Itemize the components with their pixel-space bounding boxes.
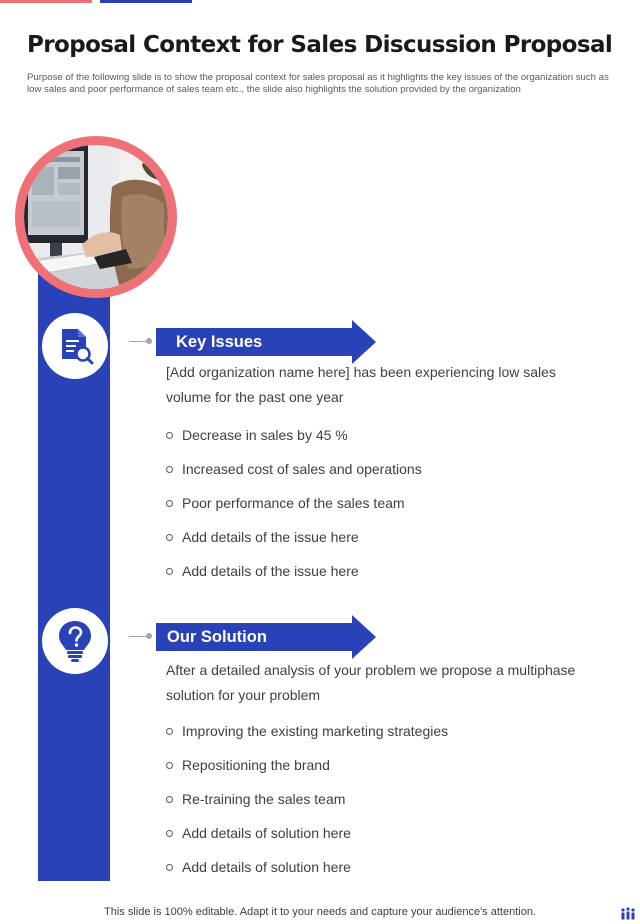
bullet-circle-icon: [166, 728, 173, 735]
bullet-circle-icon: [166, 568, 173, 575]
key-issues-connector-dot: [146, 338, 152, 344]
list-item: Repositioning the brand: [166, 756, 448, 790]
bullet-circle-icon: [166, 432, 173, 439]
list-item: Re-training the sales team: [166, 790, 448, 824]
solution-description: After a detailed analysis of your problem we propose a multiphase solution for your problem: [166, 662, 576, 703]
bullet-circle-icon: [166, 830, 173, 837]
document-magnifier-icon: [55, 326, 95, 366]
people-logo-icon: [620, 906, 636, 922]
page-title: Proposal Context for Sales Discussion Proposal: [27, 32, 613, 58]
lightbulb-question-icon: [55, 619, 95, 663]
key-issues-heading-arrow: [156, 320, 376, 364]
top-accent-red: [0, 0, 92, 3]
bullet-circle-icon: [166, 762, 173, 769]
list-item: Improving the existing marketing strategies: [166, 722, 448, 756]
footer-note: This slide is 100% editable. Adapt it to your needs and capture your audience's attention.: [104, 906, 536, 918]
top-accent-blue: [100, 0, 192, 3]
list-item: Poor performance of the sales team: [166, 494, 422, 528]
list-item: Increased cost of sales and operations: [166, 460, 422, 494]
list-item: Add details of the issue here: [166, 562, 422, 596]
bullet-circle-icon: [166, 466, 173, 473]
solution-heading: Our Solution: [167, 627, 267, 646]
bullet-circle-icon: [166, 796, 173, 803]
solution-bullet-list: [166, 722, 448, 892]
bullet-circle-icon: [166, 534, 173, 541]
list-item: Add details of solution here: [166, 824, 448, 858]
solution-connector-dot: [146, 633, 152, 639]
office-photo: [24, 145, 168, 289]
solution-icon-circle: [42, 608, 108, 674]
key-issues-icon-circle: [42, 313, 108, 379]
bullet-circle-icon: [166, 864, 173, 871]
list-item: Decrease in sales by 45 %: [166, 426, 422, 460]
bullet-circle-icon: [166, 500, 173, 507]
key-issues-description: [Add organization name here] has been experiencing low sales volume for the past one year: [166, 364, 556, 405]
list-item: Add details of the issue here: [166, 528, 422, 562]
key-issues-heading: Key Issues: [176, 332, 263, 351]
key-issues-bullet-list: [166, 426, 422, 596]
page-subtitle: Purpose of the following slide is to show the proposal context for sales proposal as it highlights the key issues of the organization such as low sales and poor performance of sales team etc., the slide also highlights the solution provided by the organization: [27, 72, 609, 95]
solution-heading-arrow: [156, 615, 376, 659]
list-item: Add details of solution here: [166, 858, 448, 892]
